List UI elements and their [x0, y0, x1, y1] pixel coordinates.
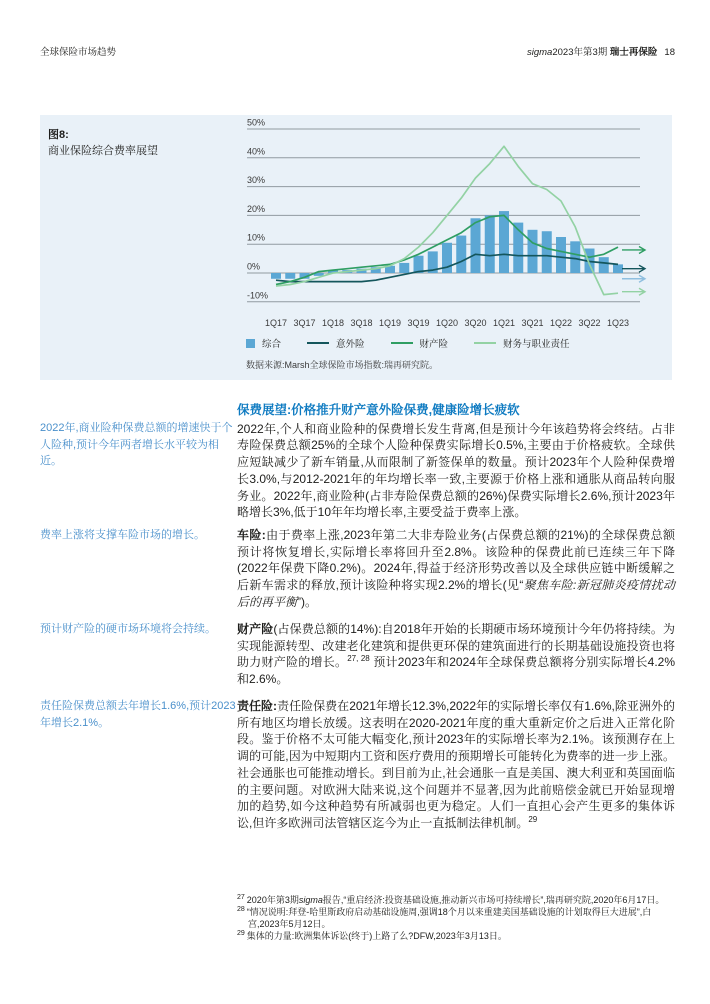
bar-2Q22	[570, 241, 580, 273]
y-axis-tick-label: 20%	[247, 203, 266, 214]
body-text: “情况说明:拜登-哈里斯政府启动基础设施周,强调18个月以来重建美国基础设施的计划取得巨大进展”,白宫,2023年5月12日。	[246, 907, 652, 929]
bar-1Q21	[499, 211, 509, 273]
legend-item-意外险	[307, 336, 365, 350]
y-axis-tick-label: 50%	[247, 117, 266, 128]
figure-label: 图8:	[48, 129, 69, 141]
bar-3Q21	[528, 230, 538, 273]
footnote-28	[237, 906, 679, 930]
x-axis-tick-label: 1Q20	[435, 318, 459, 328]
footnote-29	[237, 930, 679, 942]
body-text: 由于费率上涨,2023年第二大非寿险业务(占保费总额的21%)的全球保费总额预计将恢复增长,实际增长率将回升至2.8%。该险种的保费此前已连续三年下降(2022年保费下降0.2%)。2024年,得益于经济形势改善以及全球供应链中断缓解之后新车需求的释放,预计该险种将实现2.2%的增长(见“	[237, 528, 676, 593]
section-paragraph	[237, 421, 675, 521]
body-text: (占保费总额的14%):自2018年开始的长期硬市场环境预计今年仍将持续。为实现能源转型、改建老化建筑和提供更环保的建筑面进行的长期基础设施投资也将助力财产险的增长。	[237, 622, 675, 670]
content-section-2	[40, 527, 675, 611]
footnote-number: 29	[237, 930, 245, 937]
y-axis-tick-label: -10%	[247, 290, 269, 301]
legend-swatch-square	[246, 339, 255, 348]
running-header-section: 全球保险市场趋势	[40, 47, 117, 58]
bar-4Q21	[542, 231, 552, 273]
footnote-reference: 29	[528, 814, 538, 824]
section-body	[237, 527, 675, 611]
outlook-arrow-意外险	[622, 265, 645, 272]
legend-swatch-line	[474, 342, 496, 344]
legend-swatch-line	[307, 342, 329, 344]
legend-swatch-line	[391, 342, 413, 344]
journal-name: sigma	[527, 47, 553, 58]
page-number: 18	[664, 47, 675, 58]
bar-2Q19	[399, 263, 409, 273]
lead-term: 车险:	[237, 528, 266, 542]
section-body	[237, 621, 675, 688]
footnotes	[237, 894, 679, 942]
body-text: 2022年,个人和商业险种的保费增长发生背离,但是预计今年该趋势将会终结。占非寿险保费总额25%的全球个人险种保费实际增长0.5%,主要由于价格疲软。全球供应短缺减少了新车销量,从而限制了新签保单的数量。预计2023年个人险种保费增长3.0%,与2012-2021年的年均增长率一致,主要源于价格上涨和通胀从商品转向服务业。2022年,商业险种(占非寿险保费总额的26%)保费实际增长2.6%,预计2023年略增长3%,低于10年年均增长率,主要受益于费率上涨。	[237, 421, 675, 520]
x-axis-tick-label: 1Q17	[264, 318, 288, 328]
bar-2Q20	[456, 236, 466, 273]
section-paragraph	[237, 698, 675, 832]
footnote-number: 28	[237, 906, 245, 913]
margin-note: 责任险保费总额去年增长1.6%,预计2023年增长2.1%。	[40, 700, 236, 729]
y-axis-tick-label: 10%	[247, 232, 266, 243]
section-paragraph	[237, 621, 675, 688]
bar-4Q20	[485, 215, 495, 273]
section-paragraph	[237, 527, 675, 611]
margin-note: 费率上涨将支撑车险市场的增长。	[40, 529, 205, 541]
legend-label: 财产险	[419, 339, 449, 350]
bar-1Q22	[556, 237, 566, 273]
content-section-4	[40, 698, 675, 832]
x-axis-tick-label: 3Q18	[350, 318, 373, 328]
figure-caption	[48, 127, 238, 159]
margin-note: 2022年,商业险种保费总额的增速快于个人险种,预计今年两者增长水平较为相近。	[40, 422, 233, 467]
x-axis-tick-label: 1Q19	[378, 318, 402, 328]
body-text: 预计2023年和2024年全球保费总额将分别实际增长4.2%和2.6%。	[237, 655, 675, 687]
x-axis-tick-label: 3Q17	[293, 318, 316, 328]
body-text: ”)。	[297, 594, 318, 609]
y-axis-tick-label: 30%	[247, 175, 266, 186]
y-axis-tick-label: 0%	[247, 261, 261, 272]
outlook-arrow-综合	[622, 275, 645, 282]
body-text: 集体的力量:欧洲集体诉讼(终于)上路了么?DFW,2023年3月13日。	[246, 931, 507, 941]
section-body	[237, 402, 675, 521]
lead-term: 责任险:	[237, 699, 278, 713]
section-body	[237, 698, 675, 832]
journal-issue: 2023年第3期	[552, 47, 608, 58]
legend-item-财产险	[391, 336, 449, 350]
footnote-number: 27	[237, 894, 245, 901]
bar-4Q22	[599, 257, 609, 273]
y-axis-tick-label: 40%	[247, 146, 266, 157]
legend-label: 综合	[262, 339, 282, 350]
margin-note: 预计财产险的硬市场环境将会持续。	[40, 623, 216, 635]
brand-name: 瑞士再保险	[609, 47, 658, 58]
content-section-1	[40, 402, 675, 521]
footnote-27	[237, 894, 679, 906]
section-heading: 保费展望:价格推升财产意外险保费,健康险增长疲软	[237, 403, 520, 417]
chart-source: 数据来源:Marsh全球保险市场指数:瑞再研究院。	[246, 360, 439, 370]
figure8-block	[40, 115, 672, 380]
bar-2Q17	[285, 273, 295, 279]
x-axis-tick-label: 1Q23	[606, 318, 630, 328]
x-axis-tick-label: 3Q20	[464, 318, 487, 328]
x-axis-tick-label: 3Q22	[578, 318, 601, 328]
x-axis-tick-label: 3Q19	[407, 318, 430, 328]
x-axis-tick-label: 1Q21	[492, 318, 516, 328]
outlook-arrow-财产险	[622, 246, 645, 253]
outlook-arrow-财务与职业责任	[622, 288, 645, 295]
x-axis-tick-label: 1Q18	[321, 318, 345, 328]
bar-1Q17	[271, 273, 281, 279]
x-axis-tick-label: 3Q21	[521, 318, 544, 328]
x-axis-tick-label: 1Q22	[549, 318, 573, 328]
italic-reference: 聚焦车险:新冠肺炎疫情扰动后的再平衡	[237, 578, 675, 609]
body-text: 2020年第3期	[246, 895, 299, 905]
running-header	[40, 44, 675, 58]
footnote-reference: 27, 28	[347, 654, 370, 664]
legend-label: 财务与职业责任	[503, 339, 570, 350]
body-text: 责任险保费在2021年增长12.3%,2022年的实际增长率仅有1.6%,除亚洲外的所有地区均增长放缓。这表明在2020-2021年度的重大重新定价之后进入正常化阶段。鉴于价格不太可能大幅变化,预计2023年的实际增长率为2.1%。该预测存在上调的可能,因为中短期内工资和医疗费用的预期增长可能转化为费率的进一步上涨。社会通胀也可能推动增长。到目前为止,社会通胀一直是美国、澳大利亚和英国面临的主要问题。对欧洲大陆来说,这个问题并不显著,因为此前赔偿金就已开始显现增加的趋势,如今这种趋势有所减弱也更为稳定。人们一直担心会产生更多的集体诉讼,但许多欧洲司法管辖区迄今为止一直抵制法律机制。	[237, 699, 675, 830]
bar-1Q23	[613, 264, 623, 273]
lead-term: 财产险	[237, 622, 274, 636]
content-section-3	[40, 621, 675, 688]
body-text: 报告,“重启经济:投资基础设施,推动新兴市场可持续增长”,瑞再研究院,2020年6月17日。	[322, 895, 665, 905]
legend-item-财务与职业责任	[474, 336, 570, 350]
legend-label: 意外险	[336, 339, 365, 350]
bar-3Q20	[471, 218, 481, 273]
chart-legend	[246, 336, 596, 350]
legend-item-综合	[246, 336, 281, 350]
running-header-journal	[527, 44, 675, 58]
italic-reference: sigma	[298, 895, 323, 905]
figure-title: 商业保险综合费率展望	[48, 145, 158, 157]
